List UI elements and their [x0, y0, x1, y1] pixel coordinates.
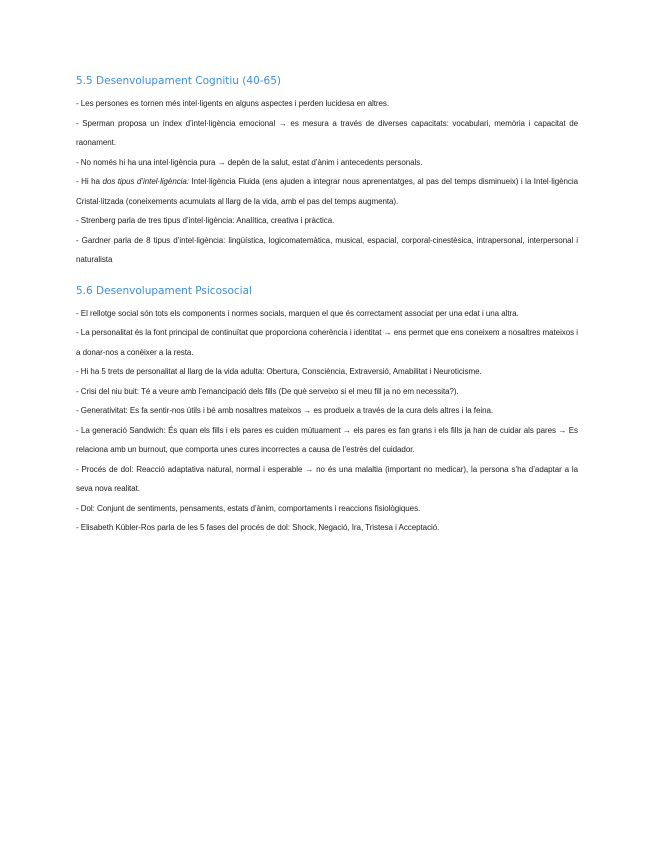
list-item: - Dol: Conjunt de sentiments, pensaments, estats d’ànim, comportaments i reaccions fisiològiques.	[76, 503, 421, 513]
list-item: - Crisi del niu buit: Té a veure amb l’emancipació dels fills (De què serveixo si el meu fill ja no em necessita?).	[76, 386, 459, 396]
section-heading: 5.6 Desenvolupament Psicosocial	[76, 284, 252, 297]
list-item: - Les persones es tornen més intel·ligents en alguns aspectes i perden lucidesa en altres.	[76, 99, 390, 108]
list-item-italic: dos tipus d’intel·ligència:	[102, 177, 189, 186]
list-item-prefix: - Hi ha	[76, 177, 103, 186]
section-psychosocial-development	[76, 284, 578, 538]
list-item: - Procés de dol: Reacció adaptativa natural, normal i esperable → no és una malaltia (important no medicar), la persona s’ha d’adaptar a la seva nova realitat.	[76, 464, 578, 493]
section-cognitive-development	[76, 74, 578, 270]
list-item: - El rellotge social són tots els components i normes socials, marquen el que és correctament associat per una edat i una altra.	[76, 308, 519, 318]
list-item-suffix: Intel·ligència Fluida (ens ajuden a integrar nous aprenentatges, al pas del temps disminueix) i la Intel·ligència Cristal·litzada (coneixements acumulats al llarg de la vida, amb el pas del temps augmenta).	[76, 177, 578, 206]
list-item: - Gardner parla de 8 tipus d’intel·ligència: lingüística, logicomatemàtica, musical, espacial, corporal-cinestèsica, intrapersonal, interpersonal i naturalista	[76, 235, 578, 264]
list-item: - No només hi ha una intel·ligència pura → depèn de la salut, estat d’ànim i antecedents personals.	[76, 157, 423, 167]
list-item: - Generativitat: Es fa sentir-nos útils i bé amb nosaltres mateixos → es produeix a través de la cura dels altres i la feina.	[76, 406, 494, 415]
list-item: - Elisabeth Kübler-Ros parla de les 5 fases del procés de dol: Shock, Negació, Ira, Tristesa i Acceptació.	[76, 523, 440, 532]
list-item	[76, 172, 578, 211]
list-item: - Hi ha 5 trets de personalitat al llarg de la vida adulta: Obertura, Consciència, Extraversió, Amabilitat i Neuroticisme.	[76, 367, 482, 376]
list-item: - La generació Sandwich: És quan els fills i els pares es cuiden mútuament → els pares es fan grans i els fills ja han de cuidar als pares → Es relaciona amb un burnout, que comporta unes cures incorrectes a causa de l’estrès del cuidador.	[76, 425, 578, 454]
list-item: - La personalitat és la font principal de continuïtat que proporciona coherència i identitat → ens permet que ens coneixem a nosaltres mateixos i a donar-nos a conèixer a la resta.	[76, 328, 578, 357]
document-page	[76, 74, 578, 538]
section-heading: 5.5 Desenvolupament Cognitiu (40-65)	[76, 75, 281, 87]
list-item: - Strenberg parla de tres tipus d’intel·ligència: Analítica, creativa i pràctica.	[76, 216, 335, 225]
list-item: - Sperman proposa un índex d’intel·ligència emocional → es mesura a través de diverses capacitats: vocabulari, memòria i capacitat de raonament.	[76, 118, 578, 147]
